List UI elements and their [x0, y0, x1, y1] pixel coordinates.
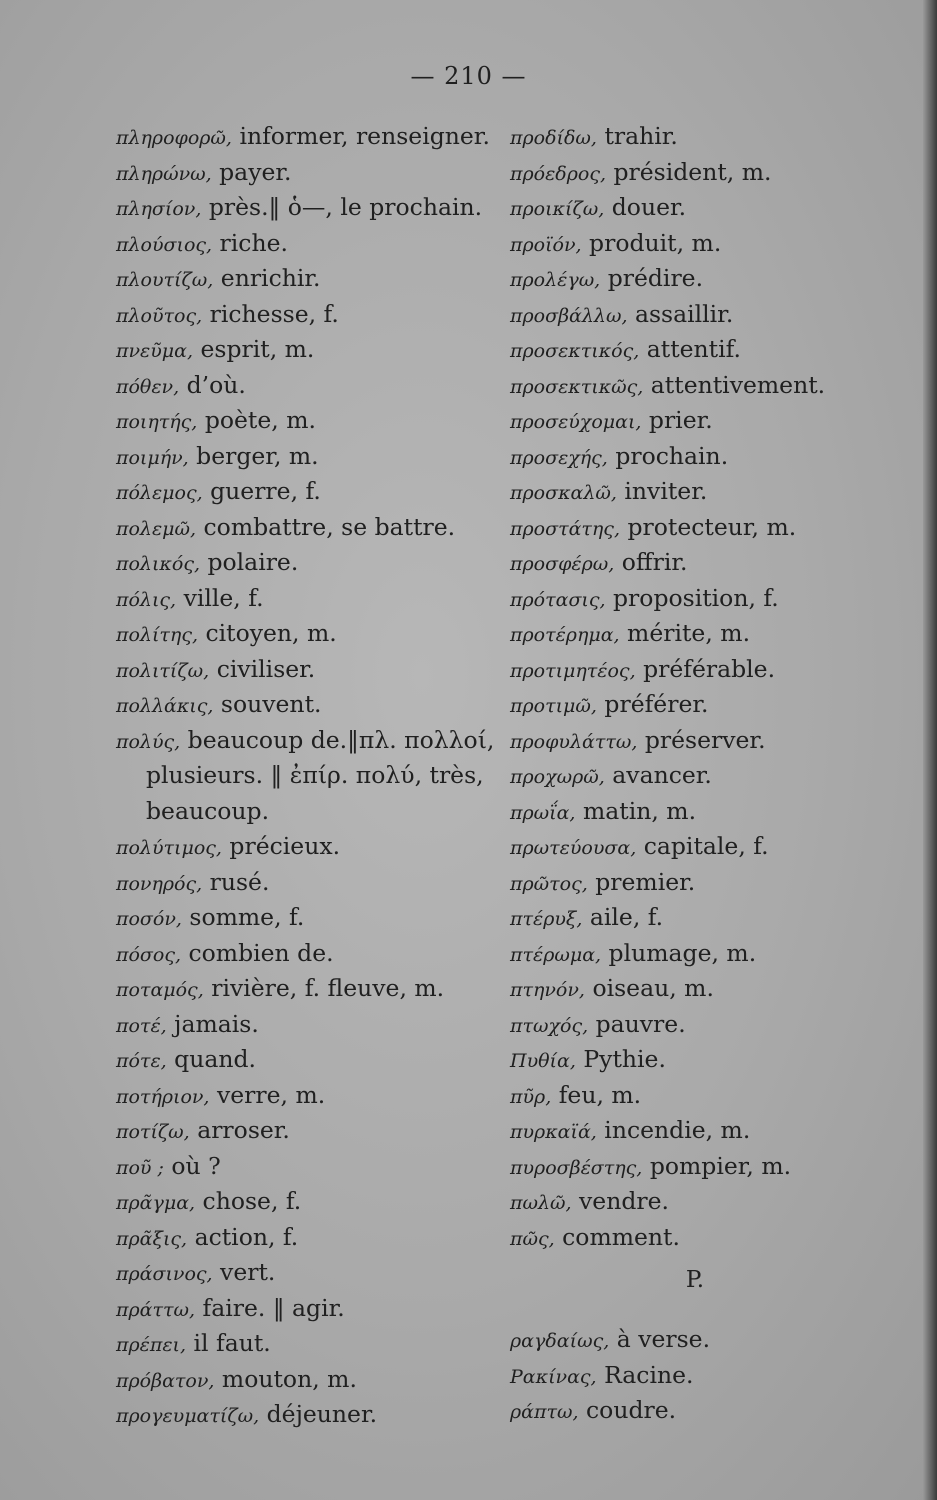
dictionary-entry: [116, 866, 506, 902]
entry-headword: πράττω,: [116, 1298, 196, 1321]
section-letter: P.: [685, 1267, 705, 1293]
entry-headword: ποῦ ;: [116, 1156, 164, 1179]
entry-definition: incendie, m.: [596, 1116, 751, 1144]
entry-definition: polaire.: [200, 548, 299, 576]
dictionary-entry: [116, 1256, 506, 1292]
dictionary-entry: [116, 440, 506, 476]
dictionary-entry: [116, 724, 506, 760]
dictionary-entry: [510, 262, 840, 298]
dictionary-entry: [510, 546, 840, 582]
entry-headword: πλούσιος,: [116, 233, 213, 256]
entry-definition: préserver.: [637, 725, 766, 754]
entry-headword: πλησίον,: [116, 198, 202, 220]
dictionary-entry: [510, 369, 840, 405]
dictionary-entry: [116, 191, 506, 227]
dictionary-entry: [116, 653, 506, 689]
dictionary-entry: [510, 1221, 840, 1257]
right-column-entries-after: [510, 1323, 840, 1430]
entry-headword: πρωΐα,: [510, 801, 576, 824]
entry-definition: préférer.: [596, 690, 709, 718]
dictionary-entry: [510, 475, 840, 511]
entry-headword: πρᾶγμα,: [116, 1192, 196, 1214]
entry-definition: produit, m.: [581, 228, 722, 257]
page-number: — 210 —: [410, 62, 527, 90]
entry-definition: préférable.: [635, 654, 776, 683]
entry-headword: πωλῶ,: [510, 1192, 572, 1214]
entry-headword: ποτέ,: [116, 1014, 167, 1037]
dictionary-entry: [510, 653, 840, 689]
entry-headword: πυροσβέστης,: [510, 1156, 643, 1179]
dictionary-entry: [116, 937, 506, 973]
entry-definition: prédire.: [600, 264, 704, 292]
entry-definition: plumage, m.: [601, 938, 757, 967]
dictionary-entry: [116, 582, 506, 618]
entry-definition: capitale, f.: [636, 832, 769, 860]
dictionary-entry: [116, 227, 506, 263]
dictionary-entry: [510, 440, 840, 476]
right-column-entries: [510, 120, 840, 1256]
dictionary-entry: [510, 1150, 840, 1186]
entry-headword: πολλάκις,: [116, 695, 214, 717]
dictionary-entry-continuation: [116, 759, 506, 795]
dictionary-entry: [510, 1185, 840, 1221]
entry-definition: mouton, m.: [214, 1364, 357, 1393]
entry-definition: informer, renseigner.: [231, 122, 490, 150]
entry-headword: πότε,: [116, 1050, 167, 1072]
entry-definition: civiliser.: [209, 654, 316, 683]
dictionary-entry: [116, 156, 506, 192]
dictionary-entry: [116, 1327, 506, 1363]
entry-definition: à verse.: [609, 1325, 711, 1353]
entry-headword: ράπτω,: [510, 1401, 579, 1423]
dictionary-entry: [510, 227, 840, 263]
entry-definition: où ?: [163, 1151, 221, 1180]
entry-headword: πολικός,: [116, 553, 200, 575]
entry-definition: près.‖ ὁ—, le prochain.: [201, 193, 483, 221]
entry-definition: assaillir.: [627, 299, 734, 328]
entry-definition: oiseau, m.: [584, 974, 714, 1002]
entry-definition: aile, f.: [582, 903, 664, 931]
entry-headword: ποιητής,: [116, 411, 198, 433]
entry-headword: πόλις,: [116, 588, 177, 611]
entry-headword: ποταμός,: [116, 979, 204, 1001]
entry-headword: πολιτίζω,: [116, 659, 210, 682]
entry-definition: feu, m.: [551, 1080, 642, 1109]
entry-headword: πονηρός,: [116, 872, 203, 895]
dictionary-entry: [116, 262, 506, 298]
entry-headword: πτέρυξ,: [510, 908, 583, 930]
dictionary-entry: [510, 688, 840, 724]
entry-definition: richesse, f.: [202, 299, 339, 328]
entry-headword: πληρώνω,: [116, 162, 212, 185]
entry-definition: citoyen, m.: [198, 619, 337, 647]
entry-definition: arroser.: [189, 1116, 290, 1144]
dictionary-entry: [116, 830, 506, 866]
entry-definition: rivière, f. fleuve, m.: [203, 974, 445, 1002]
entry-definition: riche.: [212, 228, 288, 257]
entry-definition: souvent.: [213, 690, 322, 718]
dictionary-entry: [510, 191, 840, 227]
entry-headword: πολεμῶ,: [116, 517, 197, 540]
entry-definition: enrichir.: [213, 264, 321, 292]
right-column: [510, 120, 840, 1430]
entry-headword: προικίζω,: [510, 198, 605, 220]
dictionary-entry: [510, 1043, 840, 1079]
entry-headword: προσφέρω,: [510, 553, 615, 575]
dictionary-entry: [510, 972, 840, 1008]
entry-definition: matin, m.: [575, 796, 697, 825]
entry-headword: πόσος,: [116, 943, 182, 966]
entry-definition: d’où.: [179, 370, 246, 399]
entry-definition: beaucoup de.‖πλ. πολλοί,: [180, 725, 495, 754]
entry-headword: προσβάλλω,: [510, 304, 628, 327]
entry-definition: vert.: [212, 1258, 276, 1286]
entry-headword: πολύτιμος,: [116, 837, 222, 859]
entry-definition: jamais.: [166, 1009, 259, 1038]
entry-definition: douer.: [604, 193, 687, 221]
dictionary-entry: [510, 724, 840, 760]
entry-definition: chose, f.: [195, 1187, 302, 1215]
entry-headword: πτωχός,: [510, 1014, 589, 1037]
entry-definition: ville, f.: [176, 583, 264, 612]
dictionary-entry: [116, 546, 506, 582]
entry-headword: ποσόν,: [116, 908, 182, 930]
entry-definition: guerre, f.: [202, 477, 321, 505]
dictionary-entry: [510, 1394, 840, 1430]
dictionary-entry: [116, 1150, 506, 1186]
entry-definition: Racine.: [596, 1360, 694, 1389]
entry-definition: rusé.: [202, 867, 270, 896]
dictionary-entry: [510, 937, 840, 973]
entry-definition: pompier, m.: [642, 1151, 792, 1180]
dictionary-entry: [510, 156, 840, 192]
entry-definition: vendre.: [571, 1187, 670, 1215]
dictionary-entry: [116, 1363, 506, 1399]
entry-headword: πρᾶξις,: [116, 1227, 188, 1250]
dictionary-entry: [116, 688, 506, 724]
dictionary-entry: [510, 795, 840, 831]
entry-definition: faire. ‖ agir.: [195, 1293, 345, 1322]
entry-headword: προτέρημα,: [510, 624, 620, 646]
entry-headword: πράσινος,: [116, 1263, 213, 1285]
entry-headword: πτηνόν,: [510, 979, 585, 1001]
entry-headword: πρῶτος,: [510, 872, 588, 895]
entry-definition: offrir.: [614, 548, 688, 576]
dictionary-entry: [116, 333, 506, 369]
dictionary-entry: [116, 120, 506, 156]
dictionary-entry: [510, 582, 840, 618]
dictionary-entry: [116, 617, 506, 653]
entry-definition: premier.: [587, 867, 696, 896]
entry-headword: προδίδω,: [510, 127, 597, 149]
entry-definition: comment.: [554, 1222, 680, 1251]
dictionary-entry: [510, 120, 840, 156]
entry-definition: précieux.: [221, 832, 341, 860]
entry-headword: πρωτεύουσα,: [510, 837, 637, 859]
entry-definition: proposition, f.: [605, 583, 779, 612]
entry-headword: προϊόν,: [510, 233, 582, 256]
entry-definition: il faut.: [186, 1329, 271, 1357]
dictionary-entry: [510, 1323, 840, 1359]
entry-headword: πυρκαϊά,: [510, 1121, 597, 1143]
entry-headword: προτιμητέος,: [510, 659, 636, 682]
entry-headword: ραγδαίως,: [510, 1330, 610, 1352]
entry-headword: πόθεν,: [116, 375, 180, 398]
dictionary-entry: [510, 404, 840, 440]
entry-headword: Πυθία,: [510, 1050, 576, 1072]
dictionary-entry: [116, 1221, 506, 1257]
dictionary-entry: [510, 1359, 840, 1395]
entry-headword: προφυλάττω,: [510, 730, 638, 753]
dictionary-entry: [116, 901, 506, 937]
dictionary-entry: [510, 866, 840, 902]
entry-definition: protecteur, m.: [619, 512, 797, 541]
entry-definition: poète, m.: [197, 406, 316, 434]
entry-definition: Pythie.: [575, 1045, 666, 1073]
dictionary-entry: [510, 901, 840, 937]
dictionary-entry: [116, 1398, 506, 1434]
entry-headword: προστάτης,: [510, 517, 620, 540]
entry-headword: πολίτης,: [116, 624, 198, 646]
entry-headword: προσεκτικῶς,: [510, 375, 644, 398]
entry-definition: beaucoup.: [146, 796, 270, 825]
entry-headword: πρέπει,: [116, 1334, 187, 1356]
dictionary-entry: [116, 298, 506, 334]
entry-headword: ποτήριον,: [116, 1085, 210, 1108]
entry-headword: προσκαλῶ,: [510, 482, 617, 504]
entry-definition: président, m.: [606, 157, 772, 186]
entry-definition: attentivement.: [643, 370, 826, 399]
entry-headword: πλουτίζω,: [116, 269, 214, 291]
entry-headword: προσεκτικός,: [510, 340, 640, 362]
left-column: [116, 120, 506, 1434]
dictionary-entry: [510, 617, 840, 653]
entry-headword: προσεύχομαι,: [510, 411, 642, 433]
dictionary-entry: [510, 830, 840, 866]
dictionary-entry-continuation: [116, 795, 506, 831]
entry-definition: payer.: [211, 157, 292, 186]
entry-headword: ποιμήν,: [116, 446, 189, 469]
entry-definition: combattre, se battre.: [196, 512, 456, 541]
entry-headword: πλοῦτος,: [116, 304, 203, 327]
dictionary-entry: [510, 511, 840, 547]
dictionary-entry: [510, 759, 840, 795]
dictionary-entry: [116, 1292, 506, 1328]
dictionary-entry: [510, 1008, 840, 1044]
entry-headword: πτέρωμα,: [510, 943, 602, 966]
dictionary-entry: [116, 1079, 506, 1115]
entry-definition: plusieurs. ‖ ἐπίρ. πολύ, très,: [146, 761, 484, 789]
dictionary-entry: [510, 1079, 840, 1115]
entry-definition: inviter.: [616, 477, 708, 505]
dictionary-entry: [116, 1043, 506, 1079]
entry-definition: esprit, m.: [193, 335, 315, 363]
entry-definition: verre, m.: [209, 1080, 326, 1109]
entry-definition: quand.: [166, 1045, 256, 1073]
dictionary-entry: [116, 404, 506, 440]
entry-headword: προλέγω,: [510, 269, 601, 291]
dictionary-entry: [116, 511, 506, 547]
dictionary-entry: [116, 1114, 506, 1150]
dictionary-entry: [116, 1185, 506, 1221]
entry-headword: πῦρ,: [510, 1085, 552, 1108]
page-edge-shadow: [923, 0, 937, 1500]
dictionary-entry: [116, 475, 506, 511]
entry-definition: prochain.: [607, 441, 729, 470]
dictionary-entry: [116, 1008, 506, 1044]
dictionary-entry: [510, 298, 840, 334]
entry-definition: déjeuner.: [259, 1400, 378, 1428]
entry-definition: avancer.: [604, 761, 712, 789]
entry-headword: πρόεδρος,: [510, 162, 607, 185]
entry-headword: πνεῦμα,: [116, 340, 194, 362]
entry-headword: προχωρῶ,: [510, 766, 605, 788]
entry-definition: prier.: [641, 406, 713, 434]
entry-headword: πῶς,: [510, 1227, 555, 1250]
entry-definition: somme, f.: [181, 903, 305, 931]
entry-headword: προτιμῶ,: [510, 695, 597, 717]
entry-definition: berger, m.: [188, 441, 319, 470]
entry-definition: trahir.: [596, 122, 678, 150]
entry-definition: coudre.: [578, 1396, 677, 1424]
dictionary-entry: [510, 1114, 840, 1150]
entry-definition: pauvre.: [588, 1009, 686, 1038]
entry-definition: mérite, m.: [619, 619, 751, 647]
entry-headword: πόλεμος,: [116, 482, 203, 504]
entry-definition: attentif.: [639, 335, 741, 363]
entry-headword: προσεχής,: [510, 446, 608, 469]
entry-headword: πρόβατον,: [116, 1369, 215, 1392]
dictionary-entry: [510, 333, 840, 369]
entry-headword: πρότασις,: [510, 588, 606, 611]
entry-headword: Ρακίνας,: [510, 1365, 597, 1388]
entry-headword: προγευματίζω,: [116, 1405, 260, 1427]
entry-headword: πολύς,: [116, 730, 181, 753]
dictionary-entry: [116, 369, 506, 405]
dictionary-entry: [116, 972, 506, 1008]
entry-definition: action, f.: [187, 1222, 299, 1251]
entry-definition: combien de.: [181, 938, 334, 967]
entry-headword: ποτίζω,: [116, 1121, 190, 1143]
entry-headword: πληροφορῶ,: [116, 127, 232, 149]
